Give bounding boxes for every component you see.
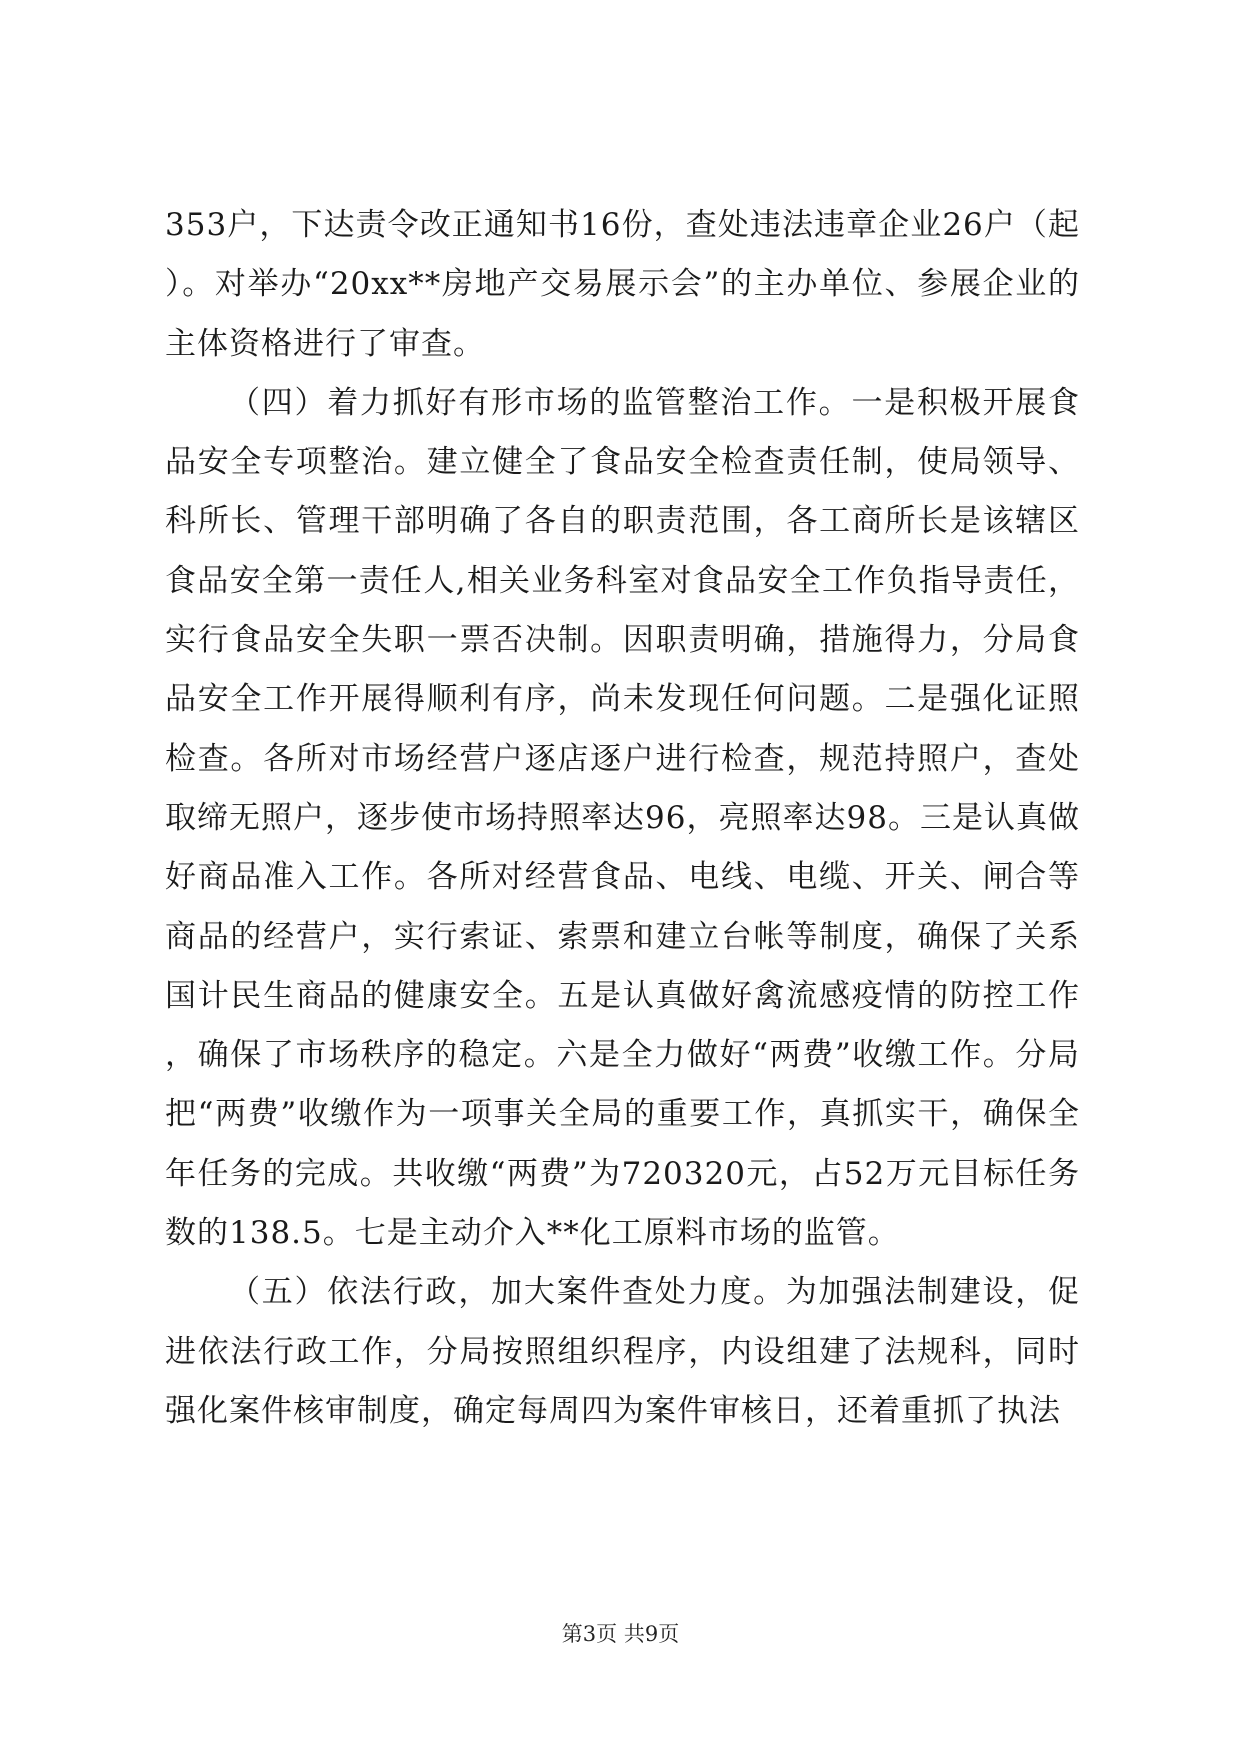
paragraph-continuation: 353户，下达责令改正通知书16份，查处违法违章企业26户（起）。对举办“20xx**房地产交易展示会”的主办单位、参展企业的主体资格进行了审查。	[165, 207, 1080, 362]
paragraph-market-supervision: （四）着力抓好有形市场的监管整治工作。一是积极开展食品安全专项整治。建立健全了食品安全检查责任制，使局领导、科所长、管理干部明确了各自的职责范围，各工商所长是该辖区食品安全第一责任人,相关业务科室对食品安全工作负指导责任，实行食品安全失职一票否决制。因职责明确，措施得力，分局食品安全工作开展得顺利有序，尚未发现任何问题。二是强化证照检查。各所对市场经营户逐店逐户进行检查，规范持照户，查处取缔无照户，逐步使市场持照率达96，亮照率达98。三是认真做好商品准入工作。各所对经营食品、电线、电缆、开关、闸合等商品的经营户，实行索证、索票和建立台帐等制度，确保了关系国计民生商品的健康安全。五是认真做好禽流感疫情的防控工作，确保了市场秩序的稳定。六是全力做好“两费”收缴工作。分局把“两费”收缴作为一项事关全局的重要工作，真抓实干，确保全年任务的完成。共收缴“两费”为720320元，占52万元目标任务数的138.5。七是主动介入**化工原料市场的监管。	[165, 384, 1080, 1252]
document-body	[165, 196, 1080, 1441]
paragraph-law-enforcement: （五）依法行政，加大案件查处力度。为加强法制建设，促进依法行政工作，分局按照组织程序，内设组建了法规科，同时强化案件核审制度，确定每周四为案件审核日，还着重抓了执法	[165, 1274, 1080, 1429]
page-number-footer: 第3页 共9页	[561, 1622, 680, 1646]
